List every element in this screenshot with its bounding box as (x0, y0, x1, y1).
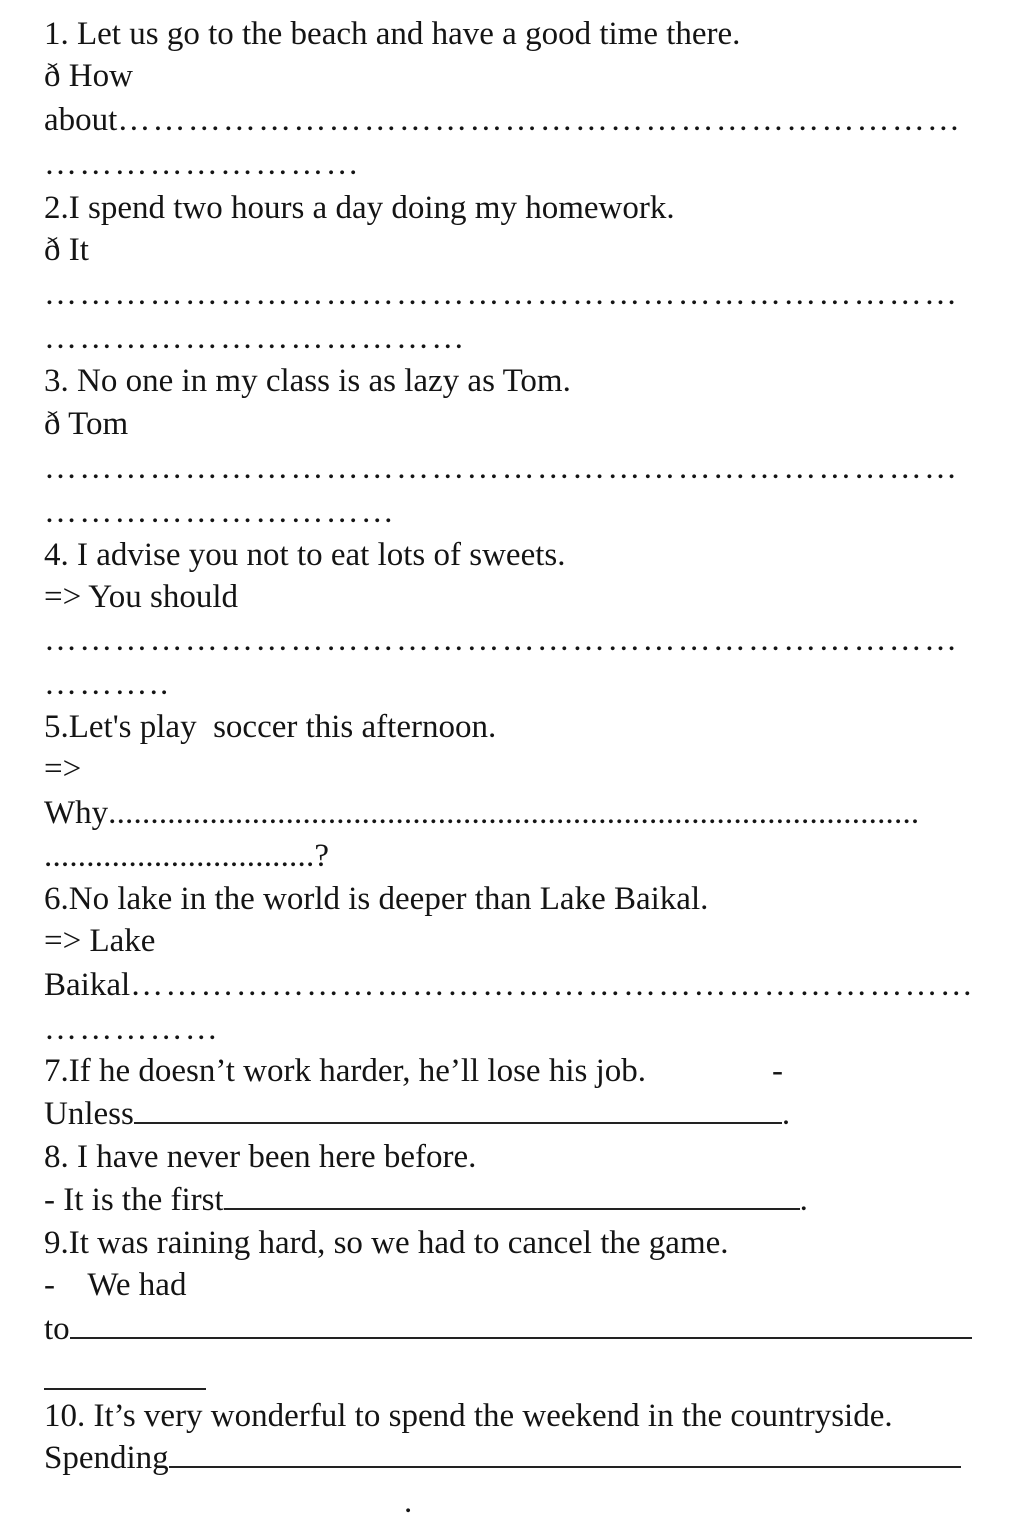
exercise-10-prompt: 10. It’s very wonderful to spend the weekend in the countryside. (44, 1398, 893, 1434)
exercise-5-answer-line-1 (44, 793, 919, 833)
exercise-10-answer-blank[interactable] (169, 1438, 961, 1468)
exercise-3-answer-blank-2[interactable]: ………………………… (44, 494, 396, 530)
exercise-5-answer-blank-1[interactable]: ................................................................................................ (108, 795, 920, 831)
exercise-1-answer-blank-2[interactable]: ……………………… (44, 146, 361, 182)
exercise-8-prompt: 8. I have never been here before. (44, 1139, 477, 1175)
exercise-10-answer-end: . (404, 1484, 413, 1520)
exercise-4-answer-blank-2[interactable]: ……….. (44, 666, 171, 702)
exercise-2-answer-blank-1[interactable]: …………………………………………………………………… (44, 276, 960, 312)
exercise-9-answer-blank-2[interactable] (44, 1388, 206, 1390)
exercise-8-answer-blank[interactable] (224, 1180, 800, 1210)
exercise-7-answer-line (44, 1094, 790, 1134)
exercise-2-answer-blank-2[interactable]: ……………………………… (44, 320, 467, 356)
exercise-2-prompt: 2.I spend two hours a day doing my homework. (44, 190, 675, 226)
exercise-6-answer-blank-2[interactable]: …………… (44, 1011, 220, 1047)
exercise-9-answer-blank-1[interactable] (70, 1309, 972, 1339)
exercise-9-answer-start: to (44, 1311, 70, 1347)
exercise-9-lead: - We had (44, 1267, 187, 1303)
exercise-6-answer-blank-1[interactable]: ……………………………………………………………… (130, 967, 975, 1003)
exercise-3-lead: ð Tom (44, 406, 129, 442)
exercise-5-answer-start: Why (44, 795, 109, 831)
exercise-6-prompt: 6.No lake in the world is deeper than Lake Baikal. (44, 881, 709, 917)
exercise-1-answer-line-1 (44, 100, 962, 140)
exercise-9-prompt: 9.It was raining hard, so we had to cancel the game. (44, 1225, 729, 1261)
exercise-6-answer-line-1 (44, 965, 975, 1005)
exercise-2-lead: ð It (44, 232, 89, 268)
exercise-7-answer-blank[interactable] (134, 1094, 782, 1124)
exercise-3-prompt: 3. No one in my class is as lazy as Tom. (44, 363, 571, 399)
exercise-8-answer-line (44, 1180, 808, 1220)
exercise-5-answer-blank-2[interactable]: ................................? (44, 838, 330, 874)
exercise-7-prompt-dash: - (772, 1053, 783, 1089)
exercise-6-lead: => Lake (44, 923, 156, 959)
exercise-9-answer-line (44, 1309, 972, 1349)
exercise-10-answer-line (44, 1438, 961, 1478)
exercise-4-answer-blank-1[interactable]: …………………………………………………………………… (44, 622, 960, 658)
exercise-4-lead: => You should (44, 579, 239, 615)
exercise-7-prompt: 7.If he doesn’t work harder, he’ll lose his job. (44, 1053, 647, 1089)
exercise-1-lead: ð How (44, 58, 133, 94)
exercise-6-answer-start: Baikal (44, 967, 131, 1003)
exercise-3-answer-blank-1[interactable]: …………………………………………………………………… (44, 450, 960, 486)
exercise-8-answer-start: - It is the first (44, 1182, 224, 1218)
exercise-1-answer-start: about (44, 102, 118, 138)
exercise-7-answer-start: Unless (44, 1096, 134, 1132)
exercise-1-answer-blank-1[interactable]: ……………………………………………………………… (117, 102, 963, 138)
exercise-4-prompt: 4. I advise you not to eat lots of sweets. (44, 537, 566, 573)
exercise-10-answer-start: Spending (44, 1440, 169, 1476)
exercise-7-answer-end: . (781, 1096, 791, 1132)
exercise-1-prompt: 1. Let us go to the beach and have a good time there. (44, 16, 741, 52)
exercise-5-prompt: 5.Let's play soccer this afternoon. (44, 709, 497, 745)
exercise-8-answer-end: . (799, 1182, 808, 1218)
exercise-5-lead: => (44, 751, 82, 787)
